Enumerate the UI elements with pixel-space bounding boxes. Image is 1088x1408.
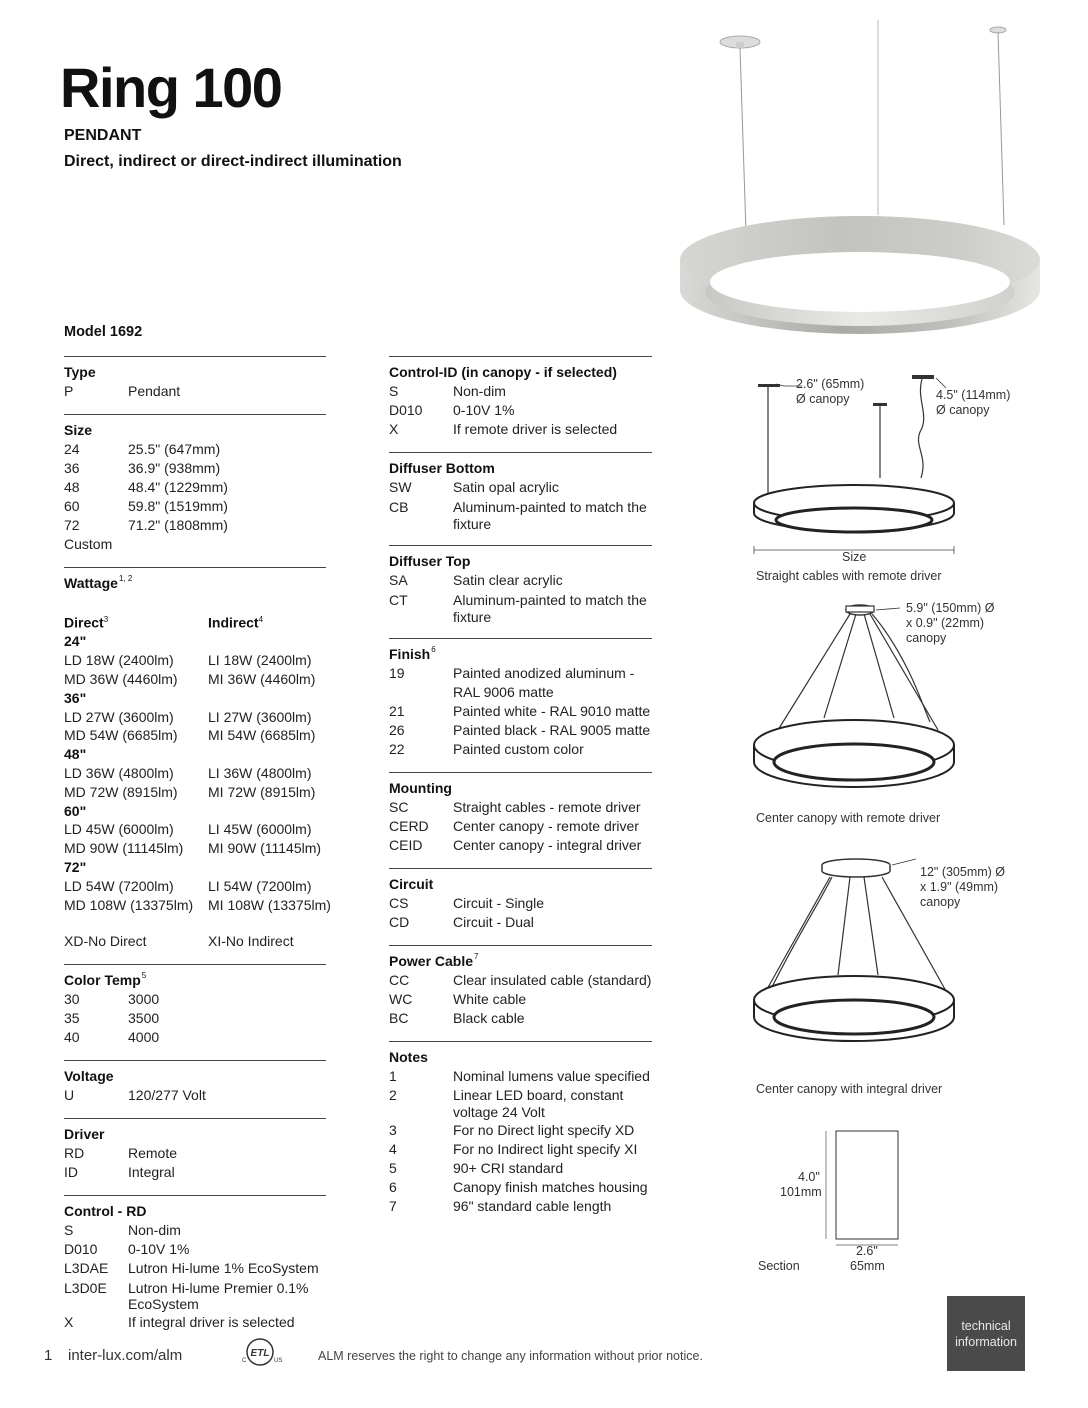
canopy-dimension-label: Ø canopy	[796, 392, 850, 406]
footnote-ref: 1, 2	[118, 574, 133, 583]
spec-code: SW	[389, 479, 412, 495]
wattage-size: 24"	[64, 633, 87, 650]
note-row	[389, 1067, 652, 1086]
wattage-size: 72"	[64, 859, 87, 876]
section-width-label: 65mm	[850, 1259, 885, 1273]
spec-value: Satin clear acrylic	[453, 572, 563, 588]
spec-code: 26	[389, 722, 405, 738]
power-cable-heading-text: Power Cable	[389, 953, 474, 969]
spec-code: 22	[389, 741, 405, 757]
spec-row	[64, 382, 326, 401]
direct-option: MD 54W (6685lm)	[64, 727, 178, 744]
website-link[interactable]: inter-lux.com/alm	[68, 1347, 183, 1364]
spec-column-1	[64, 356, 331, 1345]
section-circuit	[389, 868, 652, 932]
spec-row	[389, 420, 652, 439]
spec-value: Non-dim	[128, 1222, 181, 1239]
section-diffuser-bottom	[389, 452, 652, 532]
section-heading	[64, 972, 326, 988]
spec-value: Straight cables - remote driver	[453, 799, 641, 815]
section-control-id	[389, 356, 652, 439]
section-diffuser-top	[389, 545, 652, 625]
spec-row	[64, 1240, 326, 1259]
note-number: 4	[389, 1141, 397, 1157]
footnote-ref: 5	[141, 971, 147, 981]
spec-code: P	[64, 383, 74, 399]
spec-code: X	[389, 421, 399, 437]
note-text: 96" standard cable length	[453, 1198, 612, 1214]
note-row	[389, 1197, 652, 1216]
spec-row	[389, 702, 652, 721]
canopy-dimension-label: canopy	[906, 631, 947, 645]
spec-row	[389, 817, 652, 836]
note-row	[389, 1159, 652, 1178]
spec-value: Lutron Hi-lume 1% EcoSystem	[128, 1260, 319, 1277]
finish-heading-text: Finish	[389, 646, 431, 662]
indirect-option: LI 45W (6000lm)	[208, 821, 312, 838]
spec-value: Painted custom color	[453, 741, 584, 757]
spec-row	[64, 1028, 326, 1047]
spec-code: 19	[389, 665, 405, 681]
spec-value: Aluminum-painted to match the fixture	[453, 592, 647, 625]
section-heading: Diffuser Bottom	[389, 460, 495, 476]
section-heading: Mounting	[389, 780, 452, 796]
footnote-ref: 3	[103, 615, 109, 624]
spec-code: 40	[64, 1029, 80, 1046]
spec-code: X	[64, 1314, 74, 1331]
section-notes	[389, 1041, 652, 1216]
section-label: Section	[758, 1259, 800, 1273]
spec-row	[389, 740, 652, 759]
indirect-option: MI 108W (13375lm)	[208, 896, 331, 913]
spec-value: Center canopy - remote driver	[453, 818, 639, 834]
direct-option: LD 45W (6000lm)	[64, 821, 174, 838]
wattage-table	[64, 611, 331, 951]
spec-row	[389, 592, 652, 625]
model-number: Model 1692	[64, 324, 143, 340]
note-row	[389, 1178, 652, 1197]
spec-value: 0-10V 1%	[453, 402, 515, 418]
spec-code: 24	[64, 441, 80, 457]
spec-code: SC	[389, 799, 409, 815]
spec-value: If integral driver is selected	[128, 1314, 295, 1331]
section-mounting	[389, 772, 652, 855]
direct-option: MD 90W (11145lm)	[64, 840, 184, 857]
direct-option: MD 108W (13375lm)	[64, 896, 194, 913]
spec-code: CS	[389, 895, 409, 911]
etl-certification-icon	[236, 1336, 284, 1368]
spec-row	[389, 836, 652, 855]
section-heading: Circuit	[389, 876, 434, 892]
note-number: 2	[389, 1087, 397, 1103]
spec-row	[64, 1313, 326, 1332]
spec-row	[389, 721, 652, 740]
direct-option: LD 18W (2400lm)	[64, 652, 174, 669]
section-heading: Notes	[389, 1049, 428, 1065]
spec-value: 3500	[128, 1010, 160, 1027]
section-voltage	[64, 1060, 326, 1105]
indirect-option: MI 72W (8915lm)	[208, 783, 316, 800]
spec-value: Circuit - Dual	[453, 914, 534, 930]
etl-mark-text: ETL	[250, 1348, 270, 1359]
spec-value: Circuit - Single	[453, 895, 545, 911]
indirect-option: MI 54W (6685lm)	[208, 727, 316, 744]
note-number: 1	[389, 1068, 397, 1084]
spec-value: Pendant	[128, 383, 181, 399]
spec-value: White cable	[453, 991, 527, 1007]
spec-value: 0-10V 1%	[128, 1241, 190, 1258]
section-width-label: 2.6"	[856, 1244, 878, 1258]
spec-code: 72	[64, 517, 80, 533]
note-text: 90+ CRI standard	[453, 1160, 564, 1176]
indirect-option: LI 54W (7200lm)	[208, 877, 312, 894]
note-number: 7	[389, 1198, 397, 1214]
spec-column-2	[389, 356, 652, 1229]
section-wattage	[64, 567, 331, 951]
footnote-ref: 4	[258, 615, 264, 624]
spec-code: SA	[389, 572, 408, 588]
tech-label-line2: information	[955, 1334, 1017, 1349]
spec-value: 59.8" (1519mm)	[128, 498, 228, 514]
canopy-dimension-label: 2.6" (65mm)	[796, 377, 865, 391]
spec-code: 30	[64, 991, 80, 1008]
canopy-dimension-label: 12" (305mm) Ø	[920, 865, 1006, 879]
section-heading: Type	[64, 364, 96, 380]
note-text: For no Indirect light specify XI	[453, 1141, 638, 1157]
diagram-caption: Center canopy with integral driver	[756, 1082, 943, 1096]
spec-row	[389, 798, 652, 817]
spec-value: 36.9" (938mm)	[128, 460, 221, 476]
note-number: 3	[389, 1122, 397, 1138]
spec-row	[64, 990, 326, 1009]
spec-row	[64, 478, 326, 497]
spec-value: 4000	[128, 1029, 160, 1046]
spec-code: Custom	[64, 536, 113, 552]
spec-row	[389, 571, 652, 590]
indirect-option: LI 27W (3600lm)	[208, 708, 312, 725]
section-control-rd	[64, 1195, 326, 1332]
mounting-diagrams	[748, 360, 1038, 1290]
spec-value: Painted white - RAL 9010 matte	[453, 703, 651, 719]
spec-code: CB	[389, 499, 409, 515]
spec-code: U	[64, 1087, 75, 1104]
spec-value: Center canopy - integral driver	[453, 837, 642, 853]
spec-row	[64, 1163, 326, 1182]
spec-row	[64, 459, 326, 478]
spec-value: If remote driver is selected	[453, 421, 618, 437]
spec-row	[389, 990, 652, 1009]
section-color-temp	[64, 964, 326, 1047]
no-direct-option: XD-No Direct	[64, 933, 147, 950]
canopy-dimension-label: x 0.9" (22mm)	[906, 616, 985, 630]
diagram-caption: Straight cables with remote driver	[756, 569, 942, 583]
spec-code: L3D0E	[64, 1280, 107, 1297]
canopy-dimension-label: x 1.9" (49mm)	[920, 880, 999, 894]
spec-row	[64, 1280, 326, 1312]
spec-code: BC	[389, 1010, 409, 1026]
spec-row	[389, 913, 652, 932]
spec-row	[389, 382, 652, 401]
spec-row	[389, 894, 652, 913]
canopy-dimension-label: 4.5" (114mm)	[936, 388, 1011, 402]
direct-option: LD 54W (7200lm)	[64, 877, 174, 894]
note-number: 6	[389, 1179, 397, 1195]
size-dimension-label: Size	[842, 550, 867, 564]
center-canopy-remote-diagram	[748, 590, 1038, 820]
spec-value: 48.4" (1229mm)	[128, 479, 228, 495]
spec-value: Lutron Hi-lume Premier 0.1% EcoSystem	[128, 1280, 309, 1313]
indirect-option: MI 90W (11145lm)	[208, 840, 322, 857]
section-heading: Size	[64, 422, 93, 438]
section-finish	[389, 638, 652, 759]
spec-row	[389, 971, 652, 990]
footnote-ref: 6	[431, 645, 436, 654]
spec-code: CERD	[389, 818, 429, 834]
direct-option: LD 36W (4800lm)	[64, 765, 174, 782]
cert-c-text: C	[242, 1358, 247, 1364]
spec-row	[64, 1144, 326, 1163]
product-category: PENDANT	[64, 127, 142, 144]
note-text: Canopy finish matches housing	[453, 1179, 648, 1195]
note-row	[389, 1087, 652, 1120]
spec-code: CD	[389, 914, 410, 930]
spec-row	[64, 1259, 326, 1278]
wattage-size: 36"	[64, 689, 87, 706]
spec-value: 3000	[128, 991, 160, 1008]
direct-option: LD 27W (3600lm)	[64, 708, 174, 725]
note-text: Nominal lumens value specified	[453, 1068, 650, 1084]
direct-option: MD 72W (8915lm)	[64, 783, 178, 800]
spec-code: CC	[389, 972, 410, 988]
spec-row	[389, 1009, 652, 1028]
wattage-size: 48"	[64, 746, 87, 763]
indirect-label: Indirect	[208, 614, 259, 631]
indirect-option: LI 36W (4800lm)	[208, 765, 312, 782]
section-power-cable	[389, 945, 652, 1028]
spec-row	[64, 535, 326, 554]
technical-information-tab[interactable]	[947, 1296, 1025, 1371]
direct-option: MD 36W (4460lm)	[64, 671, 178, 688]
page-number: 1	[44, 1347, 53, 1364]
note-row	[389, 1140, 652, 1159]
section-heading: Diffuser Top	[389, 553, 471, 569]
note-number: 5	[389, 1160, 397, 1176]
spec-row	[389, 664, 652, 702]
product-image	[660, 20, 1060, 340]
spec-value: 71.2" (1808mm)	[128, 517, 228, 533]
spec-row	[64, 440, 326, 459]
disclaimer: ALM reserves the right to change any information without prior notice.	[318, 1349, 703, 1363]
note-row	[389, 1121, 652, 1140]
section-height-label: 101mm	[780, 1185, 822, 1199]
spec-value: Painted black - RAL 9005 matte	[453, 722, 651, 738]
section-heading: Control-ID (in canopy - if selected)	[389, 364, 617, 380]
indirect-option: LI 18W (2400lm)	[208, 652, 312, 669]
section-heading: Control - RD	[64, 1203, 147, 1220]
section-diagram	[808, 1125, 968, 1255]
note-text: Linear LED board, constant voltage 24 Volt	[453, 1087, 624, 1120]
spec-row	[64, 1086, 326, 1105]
spec-value: Integral	[128, 1164, 175, 1181]
product-description: Direct, indirect or direct-indirect illumination	[64, 153, 402, 170]
spec-code: D010	[389, 402, 423, 418]
spec-code: 60	[64, 498, 80, 514]
spec-value: Clear insulated cable (standard)	[453, 972, 652, 988]
tech-label-line1: technical	[961, 1318, 1011, 1333]
spec-code: L3DAE	[64, 1260, 109, 1277]
spec-code: 36	[64, 460, 80, 476]
spec-value: Aluminum-painted to match the fixture	[453, 499, 647, 532]
footnote-ref: 7	[474, 952, 479, 961]
spec-value: Non-dim	[453, 383, 506, 399]
direct-header	[64, 611, 208, 632]
spec-code: 48	[64, 479, 80, 495]
spec-code: S	[389, 383, 399, 399]
section-heading	[64, 575, 326, 591]
spec-value: Painted anodized aluminum - RAL 9006 matte	[453, 665, 635, 700]
spec-code: D010	[64, 1241, 98, 1258]
direct-label: Direct	[64, 614, 104, 631]
spec-value: Satin opal acrylic	[453, 479, 559, 495]
spec-row	[64, 1221, 326, 1240]
section-heading: Driver	[64, 1126, 105, 1143]
note-text: For no Direct light specify XD	[453, 1122, 635, 1138]
section-type	[64, 356, 326, 401]
spec-row	[64, 516, 326, 535]
wattage-size: 60"	[64, 802, 87, 819]
spec-value: Remote	[128, 1145, 178, 1162]
section-heading	[389, 646, 652, 662]
spec-code: ID	[64, 1164, 78, 1181]
page-title: Ring 100	[60, 56, 282, 119]
spec-code: RD	[64, 1145, 85, 1162]
section-heading: Voltage	[64, 1068, 114, 1085]
spec-code: CEID	[389, 837, 423, 853]
cert-us-text: US	[274, 1358, 283, 1364]
spec-code: S	[64, 1222, 74, 1239]
spec-value: 120/277 Volt	[128, 1087, 206, 1104]
spec-code: 35	[64, 1010, 80, 1027]
wattage-heading-text: Wattage	[64, 575, 118, 591]
indirect-header	[208, 611, 348, 632]
spec-row	[389, 499, 652, 532]
spec-value: 25.5" (647mm)	[128, 441, 221, 457]
no-indirect-option: XI-No Indirect	[208, 933, 294, 950]
diagram-caption: Center canopy with remote driver	[756, 811, 941, 825]
section-heading	[389, 953, 652, 969]
spec-code: WC	[389, 991, 413, 1007]
spec-row	[389, 401, 652, 420]
spec-row	[64, 1009, 326, 1028]
spec-code: 21	[389, 703, 405, 719]
spec-row	[389, 478, 652, 497]
spec-row	[64, 497, 326, 516]
color-temp-heading-text: Color Temp	[64, 972, 141, 989]
canopy-dimension-label: Ø canopy	[936, 403, 990, 417]
canopy-dimension-label: canopy	[920, 895, 961, 909]
section-height-label: 4.0"	[798, 1170, 820, 1184]
section-size	[64, 414, 326, 554]
canopy-dimension-label: 5.9" (150mm) Ø	[906, 601, 995, 615]
spec-code: CT	[389, 592, 408, 608]
spec-value	[128, 535, 326, 554]
spec-value: Black cable	[453, 1010, 525, 1026]
indirect-option: MI 36W (4460lm)	[208, 671, 316, 688]
section-driver	[64, 1118, 326, 1182]
